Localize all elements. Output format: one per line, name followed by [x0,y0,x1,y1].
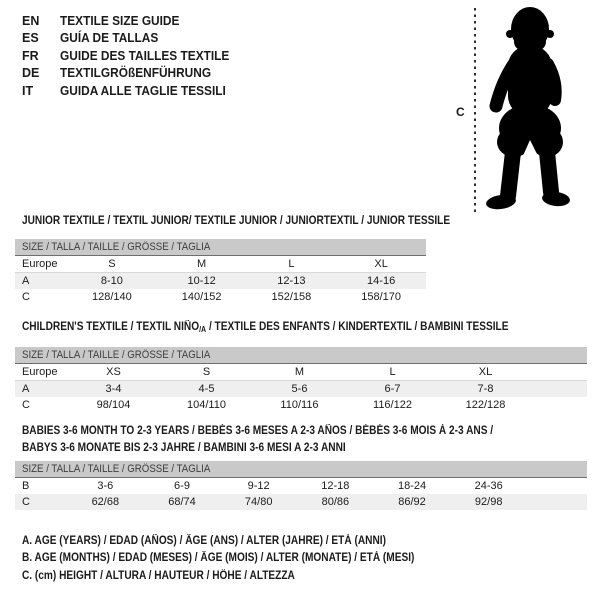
cell: 128/140 [91,291,132,303]
note-age-years [22,533,468,550]
row-label: A [22,383,30,395]
cell: 3-6 [97,480,114,492]
table-row-age [15,381,587,397]
cell: XL [478,366,493,378]
language-row-fr [22,47,238,65]
babies-size-table [15,461,587,510]
cell: 110/116 [280,399,319,411]
cell: 24-36 [474,480,503,492]
junior-table-title-text: JUNIOR TEXTILE / TEXTIL JUNIOR/ TEXTILE JUNIOR / JUNIORTEXTIL / JUNIOR TESSILE [22,215,451,227]
cell: XL [374,258,388,270]
title-post: / TEXTILE DES ENFANTS / KINDERTEXTIL / BAMBINI TESSILE [206,321,509,333]
cell: 80/86 [321,496,350,508]
babies-table-title [22,423,557,456]
row-values [67,480,527,492]
size-header-text: SIZE / TALLA / TAILLE / GRÖSSE / TAGLIA [22,349,211,361]
cell: 9-12 [247,480,270,492]
size-header-text: SIZE / TALLA / TAILLE / GRÖSSE / TAGLIA [22,463,211,475]
row-values [67,275,426,287]
table-row-age [15,273,426,289]
cell: 140/152 [181,291,222,303]
row-label: C [22,496,30,508]
note-text: C. (cm) HEIGHT / ALTURA / HAUTEUR / HÖHE / ALTEZZA [22,569,295,582]
row-label: Europe [22,366,58,378]
cell: S [108,258,116,270]
title-pre: CHILDREN'S TEXTILE / TEXTIL NIÑO [22,321,200,333]
cell: L [389,366,396,378]
baby-silhouette-icon [468,0,598,215]
cell: 158/170 [361,291,401,303]
cell: 6-7 [384,383,401,395]
cell: 98/104 [96,399,131,411]
note-age-months [22,550,468,567]
guide-title-es: GUÍA DE TALLAS [60,31,159,46]
children-size-table [15,347,587,413]
junior-table-title [22,213,508,230]
junior-size-table [15,239,426,305]
language-row-it [22,82,238,100]
cell: 62/68 [91,496,120,508]
title-subscript: /A [199,325,207,334]
guide-title-de: TEXTILGRÖßENFÜHRUNG [60,66,212,81]
children-table-title-text [22,319,508,339]
guide-title-fr: GUIDE DES TAILLES TEXTILE [60,48,230,63]
cell: L [288,258,295,270]
cell: 3-4 [105,383,122,395]
row-values [67,366,532,378]
cell: 104/110 [187,399,226,411]
row-label: A [22,275,30,287]
table-row-months [15,478,587,494]
language-code: FR [22,48,39,63]
cell: 4-5 [198,383,215,395]
cell: 122/128 [465,399,506,411]
size-header-bar [15,461,587,478]
language-row-en [22,12,238,30]
table-row-height [15,289,426,305]
cell: 12-13 [277,275,306,287]
note-text: A. AGE (YEARS) / EDAD (AÑOS) / ÂGE (ANS) / ALTER (JAHRE) / ETÀ (ANNI) [22,535,386,547]
guide-title-en: TEXTILE SIZE GUIDE [60,13,180,28]
row-values [67,291,426,303]
row-label: C [22,291,30,303]
language-code: DE [22,66,40,81]
cell: 68/74 [168,496,196,508]
note-text: B. AGE (MONTHS) / EDAD (MESES) / ÂGE (MOIS) / ALTER (MONATE) / ETÀ (MESI) [22,552,415,565]
language-row-es [22,30,238,48]
note-height-cm [22,568,468,585]
cell: 6-9 [174,480,190,492]
table-row-height [15,397,587,413]
row-values [67,383,532,395]
table-row-europe [15,364,587,381]
row-label: C [22,399,30,411]
cell: 10-12 [187,275,216,287]
cell: 152/158 [271,291,312,303]
guide-title-it: GUIDA ALLE TAGLIE TESSILI [60,83,226,98]
cell: 116/122 [373,399,412,411]
cell: 8-10 [100,275,123,287]
cell: M [294,366,305,378]
row-label: Europe [22,258,58,270]
language-row-de [22,65,238,83]
children-table-title [22,319,575,339]
table-row-height [15,494,587,510]
cell: 74/80 [244,496,273,508]
babies-title-line2: BABYS 3-6 MONATE BIS 2-3 JAHRE / BAMBINI 3-6 MESI A 2-3 ANNI [22,441,346,454]
row-label: B [22,480,30,492]
cell: M [197,258,207,270]
baby-silhouette [485,7,570,211]
height-measure-label: C [456,105,465,119]
language-code: IT [22,83,34,98]
cell: 86/92 [398,496,426,508]
cell: 18-24 [397,480,427,492]
language-code: ES [22,31,39,46]
cell: 7-8 [477,383,494,395]
cell: XS [106,366,121,378]
language-code: EN [22,13,40,28]
table-row-europe [15,256,426,273]
row-values [67,496,527,508]
size-header-text: SIZE / TALLA / TAILLE / GRÖSSE / TAGLIA [22,241,211,253]
cell: 92/98 [474,496,503,508]
size-header-bar [15,239,426,256]
babies-title-line1: BABIES 3-6 MONTH TO 2-3 YEARS / BEBÉS 3-6 MESES A 2-3 AÑOS / BÉBÉS 3-6 MOIS À 2-3 ANS / [22,425,494,437]
cell: S [202,366,211,378]
legend-notes [22,533,468,585]
cell: 5-6 [291,383,308,395]
size-header-bar [15,347,587,364]
cell: 14-16 [367,275,396,287]
row-values [67,399,532,411]
cell: 12-18 [321,480,350,492]
language-title-list [22,12,238,100]
row-values [67,258,426,270]
